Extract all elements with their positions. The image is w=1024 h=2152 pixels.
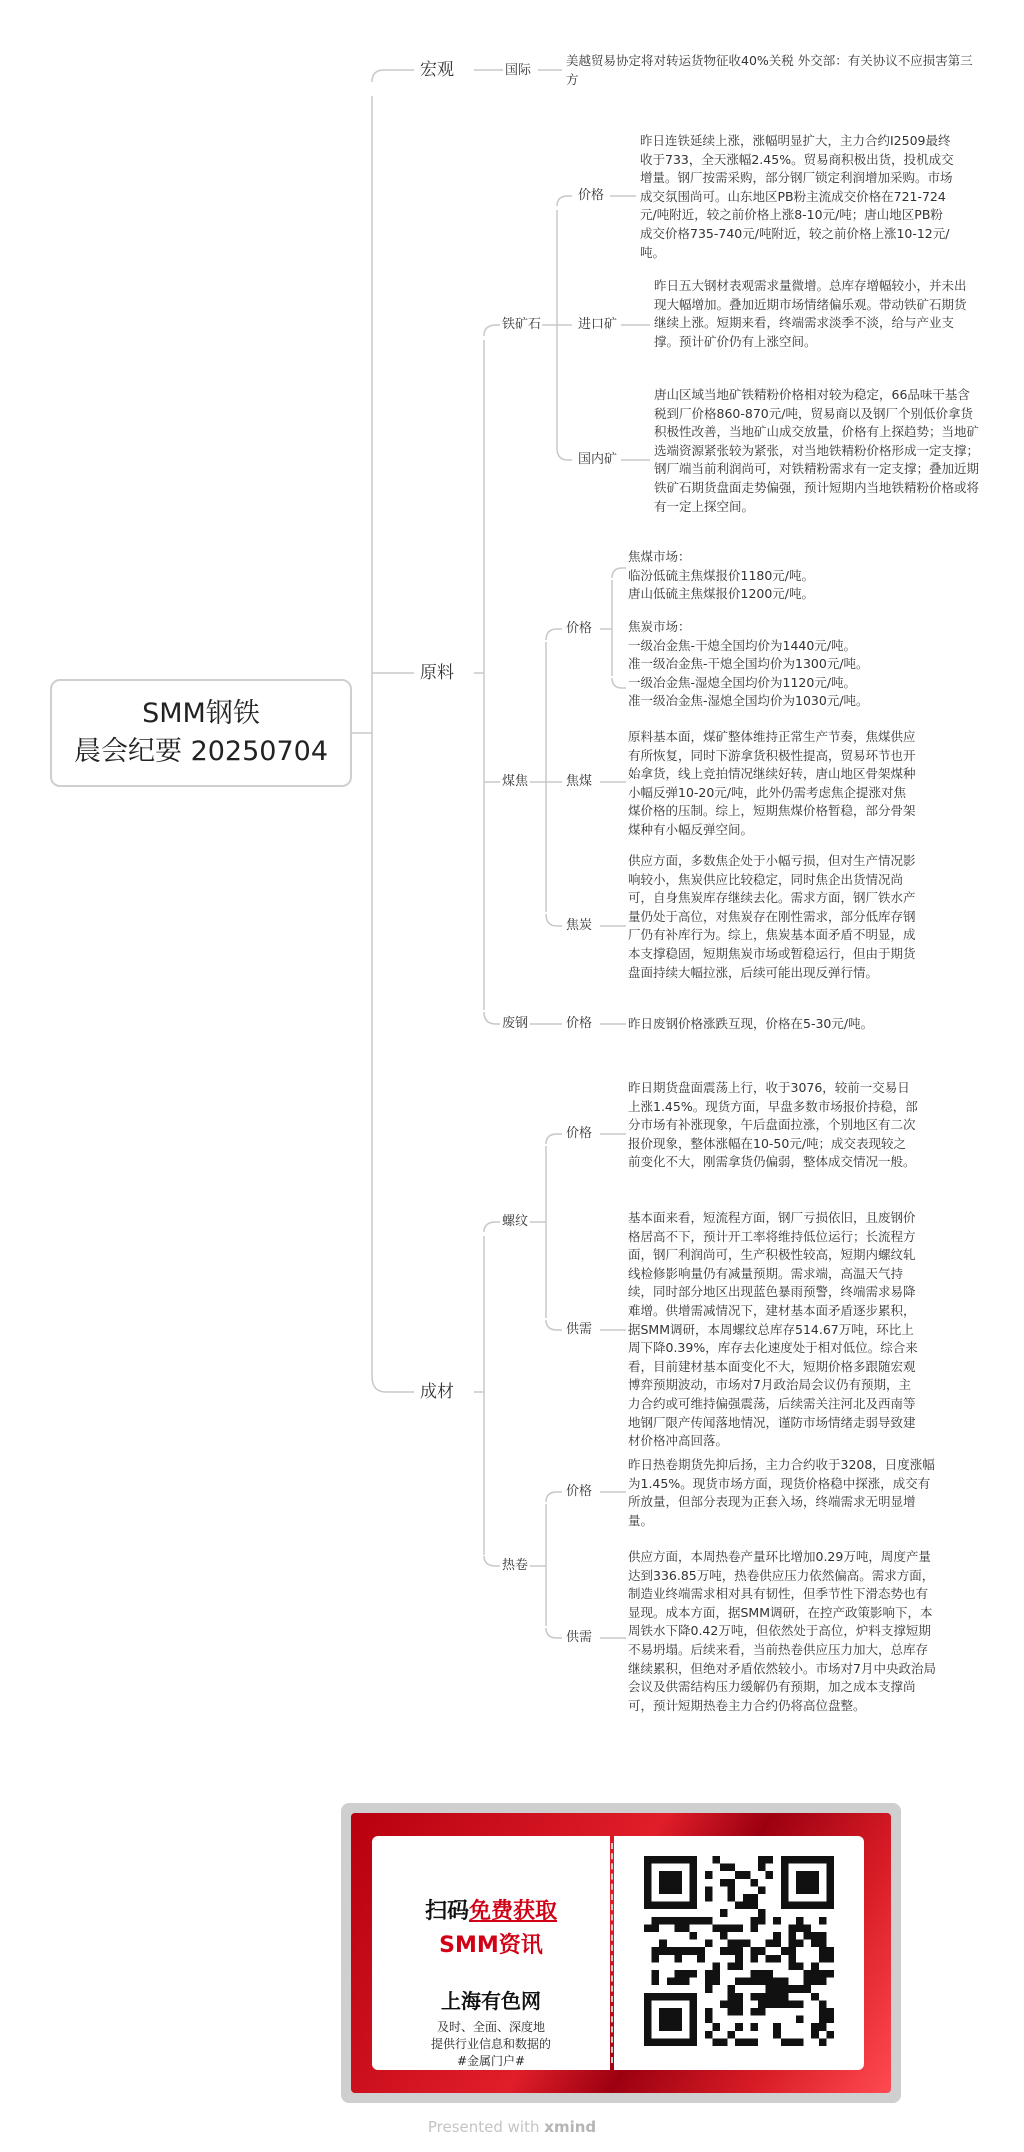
promo-tagline-1: 及时、全面、深度地 — [436, 2020, 545, 2034]
topic-coke[interactable]: 焦炭 — [566, 918, 593, 933]
qr-module — [758, 1864, 766, 1872]
qr-module — [682, 1978, 690, 1986]
topic-scrap[interactable]: 废钢 — [502, 1016, 529, 1031]
qr-module — [674, 1978, 682, 1986]
coke-price-text: 焦炭市场： 一级冶金焦-干熄全国均价为1440元/吨。 准一级冶金焦-干熄全国均价为1300元/吨。 一级冶金焦-湿熄全国均价为1120元/吨。 准一级冶金焦-湿熄全国均价为1030元/吨。 — [628, 619, 869, 709]
qr-module — [728, 1864, 736, 1872]
qr-module — [819, 1947, 827, 1955]
qr-module — [811, 1978, 819, 1986]
domestic-ore-text: 唐山区域当地矿铁精粉价格相对较为稳定，66品味干基含税到厂价格860-870元/吨，贸易商以及钢厂个别低价拿货积极性改善，当地矿山成交放量，价格有上探趋势；当地矿选端资源紧张较为紧张，对当地铁精粉价格形成一定支撑；钢厂端当前利润尚可，对铁精粉需求有一定支撑；叠加近期铁矿石期货盘面走势偏强，预计短期内当地铁精粉价格或将有一定上探空间。 — [654, 387, 980, 514]
qr-module — [750, 2038, 758, 2046]
qr-module — [705, 2031, 713, 2039]
qr-module — [788, 1955, 796, 1963]
qr-module — [804, 1978, 812, 1986]
qr-module — [720, 1924, 728, 1932]
qr-module — [743, 1940, 751, 1948]
qr-module — [735, 1902, 743, 1910]
qr-module — [682, 1947, 690, 1955]
promo-text-panel — [372, 1836, 610, 2070]
promo-tagline-3: #金属门户# — [456, 2054, 526, 2068]
qr-module — [788, 2000, 796, 2008]
qr-module — [811, 1993, 819, 2001]
qr-module — [652, 1978, 660, 1986]
footer-credit — [0, 2118, 1024, 2136]
qr-module — [773, 1917, 781, 1925]
qr-module — [652, 1970, 660, 1978]
qr-module — [735, 1940, 743, 1948]
qr-module — [788, 1947, 796, 1955]
root-title-line1: SMM钢铁 — [142, 698, 260, 729]
topic-domestic-ore[interactable]: 国内矿 — [578, 452, 618, 467]
qr-module — [758, 1909, 766, 1917]
qr-module — [796, 1940, 804, 1948]
qr-module — [796, 1985, 804, 1993]
qr-module — [728, 1985, 736, 1993]
qr-module — [819, 2023, 827, 2031]
qr-module — [705, 1917, 713, 1925]
topic-hrc[interactable]: 热卷 — [502, 1558, 529, 1573]
qr-module — [766, 1856, 774, 1864]
qr-module — [728, 1924, 736, 1932]
import-ore-text: 昨日五大钢材表观需求量微增。总库存增幅较小，并未出现大幅增加。叠加近期市场情绪偏乐观。带动铁矿石期货继续上涨。短期来看，终端需求淡季不淡，给与产业支撑。预计矿价仍有上涨空间。 — [654, 278, 967, 349]
qr-module — [773, 2023, 781, 2031]
qr-module — [697, 1947, 705, 1955]
qr-code-icon[interactable] — [644, 1856, 834, 2046]
topic-hrc-supply[interactable]: 供需 — [566, 1630, 593, 1645]
qr-module — [766, 1940, 774, 1948]
qr-module — [750, 1902, 758, 1910]
qr-module — [804, 1985, 812, 1993]
qr-module — [796, 1924, 804, 1932]
promo-divider — [611, 1843, 613, 2063]
topic-finished[interactable]: 成材 — [420, 1382, 454, 1402]
qr-module — [750, 1955, 758, 1963]
qr-module — [659, 1940, 667, 1948]
qr-module — [758, 2008, 766, 2016]
qr-module — [773, 2031, 781, 2039]
topic-iron-ore[interactable]: 铁矿石 — [502, 317, 542, 332]
topic-scrap-price[interactable]: 价格 — [566, 1016, 593, 1031]
qr-module — [750, 2023, 758, 2031]
rebar-supply-text: 基本面来看，短流程方面，钢厂亏损依旧，且废钢价格居高不下，预计开工率将维持低位运行；长流程方面，钢厂利润尚可，生产积极性较高，短期内螺纹轧线检修影响量仍有减量预期。需求端，高温天气持续，同时部分地区出现蓝色暴雨预警，终端需求易降难增。供增需减情况下，建材基本面矛盾逐步累积，据SMM调研，本周螺纹总库存514.67万吨，环比上周下降0.39%，库存去化速度处于相对低位。综合来看，目前建材基本面变化不大，短期价格多跟随宏观博弈预期波动，市场对7月政治局会议仍有预期，主力合约或可维持偏强震荡，后续需关注河北及西南等地钢厂限产传闻落地情况，谨防市场情绪走弱导致建材价格冲高回落。 — [628, 1210, 918, 1449]
qr-module — [811, 2023, 819, 2031]
qr-module — [826, 1970, 834, 1978]
qr-module — [690, 1947, 698, 1955]
intl-text: 美越贸易协定将对转运货物征收40%关税 外交部：有关协议不应损害第三方 — [566, 53, 973, 87]
qr-module — [712, 2038, 720, 2046]
qr-module — [712, 1924, 720, 1932]
qr-module — [735, 1947, 743, 1955]
qr-module — [682, 1917, 690, 1925]
promo-smm-info: SMM资讯 — [439, 1933, 543, 1958]
promo-card[interactable] — [341, 1803, 901, 2103]
qr-module — [697, 1917, 705, 1925]
qr-module — [804, 1970, 812, 1978]
hrc-supply-text: 供应方面，本周热卷产量环比增加0.29万吨，周度产量达到336.85万吨，热卷供应压力依然偏高。需求方面，制造业终端需求相对具有韧性，但季节性下滑态势也有显现。成本方面，据SMM调研，在控产政策影响下，本周铁水下降0.42万吨，但依然处于高位，炉料支撑短期不易坍塌。后续来看，当前热卷供应压力加大，总库存继续累积，但绝对矛盾依然较小。市场对7月中央政治局会议及供需结构压力缓解仍有预期，加之成本支撑尚可，预计短期热卷主力合约仍将高位盘整。 — [628, 1549, 936, 1713]
qr-module — [735, 1871, 743, 1879]
qr-module — [796, 2038, 804, 2046]
qr-module — [826, 2031, 834, 2039]
qr-module — [819, 1917, 827, 1925]
root-title-line2: 晨会纪要 20250704 — [73, 736, 328, 767]
qr-module — [728, 1894, 736, 1902]
promo-scan-prefix: 扫码 — [424, 1899, 469, 1924]
qr-module — [750, 1978, 758, 1986]
qr-module — [750, 1947, 758, 1955]
qr-module — [728, 2008, 736, 2016]
qr-module — [773, 1955, 781, 1963]
qr-module — [788, 1962, 796, 1970]
qr-module — [712, 2023, 720, 2031]
coke-text: 供应方面，多数焦企处于小幅亏损，但对生产情况影响较小，焦炭供应比较稳定，同时焦企出货情况尚可，自身焦炭库存继续去化。需求方面，钢厂铁水产量仍处于高位，对焦炭存在刚性需求，部分低库存钢厂仍有补库行为。综上，焦炭基本面矛盾不明显，成本支撑稳固，短期焦炭市场或暂稳运行，但由于期货盘面持续大幅拉涨，后续可能出现反弹行情。 — [628, 853, 916, 980]
qr-module — [773, 1932, 781, 1940]
coal-price-text: 焦煤市场： 临汾低硫主焦煤报价1180元/吨。 唐山低硫主焦煤报价1200元/吨。 — [628, 549, 815, 602]
topic-hrc-price[interactable]: 价格 — [566, 1484, 593, 1499]
qr-module — [728, 1947, 736, 1955]
qr-module — [743, 2038, 751, 2046]
qr-module — [743, 1978, 751, 1986]
footer-prefix: Presented with — [427, 2118, 540, 2136]
topic-coal-price[interactable]: 价格 — [566, 621, 593, 636]
qr-module — [766, 1871, 774, 1879]
qr-module — [697, 1955, 705, 1963]
qr-module — [743, 1902, 751, 1910]
qr-module — [652, 1947, 660, 1955]
qr-module — [819, 1932, 827, 1940]
qr-module — [826, 2016, 834, 2024]
promo-scan-highlight: 免费获取 — [469, 1899, 558, 1924]
qr-module — [720, 2038, 728, 2046]
qr-module — [788, 1985, 796, 1993]
topic-iron-ore-price[interactable]: 价格 — [578, 188, 605, 203]
promo-scan-line — [372, 1894, 610, 1925]
qr-module — [667, 1947, 675, 1955]
qr-module — [773, 2000, 781, 2008]
topic-coal-coke[interactable]: 煤焦 — [502, 774, 529, 789]
qr-module — [705, 2016, 713, 2024]
qr-module — [674, 1955, 682, 1963]
qr-module — [728, 1962, 736, 1970]
qr-module — [728, 2000, 736, 2008]
qr-module — [735, 1924, 743, 1932]
qr-module — [735, 1955, 743, 1963]
qr-module — [788, 1924, 796, 1932]
qr-module — [712, 1962, 720, 1970]
qr-module — [811, 1962, 819, 1970]
qr-module — [682, 1970, 690, 1978]
qr-module — [735, 2023, 743, 2031]
qr-module — [750, 2008, 758, 2016]
scrap-price-text: 昨日废钢价格涨跌互现，价格在5-30元/吨。 — [628, 1016, 874, 1031]
xmind-logo: xmind — [544, 2118, 597, 2136]
qr-module — [674, 1917, 682, 1925]
qr-module — [758, 1917, 766, 1925]
topic-intl[interactable]: 国际 — [505, 63, 532, 78]
qr-module — [750, 1894, 758, 1902]
qr-module — [705, 2008, 713, 2016]
qr-module — [804, 1924, 812, 1932]
qr-module — [758, 1993, 766, 2001]
qr-module — [674, 1947, 682, 1955]
qr-module — [705, 1871, 713, 1879]
qr-module — [667, 1917, 675, 1925]
qr-module — [690, 1917, 698, 1925]
qr-module — [811, 1932, 819, 1940]
topic-raw[interactable]: 原料 — [420, 663, 454, 683]
qr-module — [667, 1978, 675, 1986]
qr-module — [720, 1932, 728, 1940]
qr-module — [758, 1978, 766, 1986]
qr-module — [652, 1924, 660, 1932]
qr-module — [659, 1947, 667, 1955]
qr-module — [766, 2000, 774, 2008]
qr-module — [728, 1993, 736, 2001]
rebar-price-text: 昨日期货盘面震荡上行，收于3076，较前一交易日上涨1.45%。现货方面，早盘多数市场报价持稳，部分市场有补涨现象，午后盘面拉涨，个别地区有二次报价现象，整体涨幅在10-50元/吨；成交表现较之前变化不大，刚需拿货仍偏弱，整体成交情况一般。 — [628, 1080, 918, 1170]
qr-module — [728, 1886, 736, 1894]
qr-module — [796, 2000, 804, 2008]
qr-module — [781, 2000, 789, 2008]
qr-module — [720, 1909, 728, 1917]
qr-module — [819, 2000, 827, 2008]
promo-qr-panel — [614, 1836, 864, 2070]
qr-module — [728, 1879, 736, 1887]
qr-module — [728, 2031, 736, 2039]
promo-tagline-2: 提供行业信息和数据的 — [430, 2037, 551, 2051]
topic-rebar-supply[interactable]: 供需 — [566, 1322, 593, 1337]
topic-rebar[interactable]: 螺纹 — [502, 1214, 529, 1229]
qr-module — [750, 1924, 758, 1932]
qr-module — [781, 1947, 789, 1955]
qr-module — [788, 1932, 796, 1940]
qr-module — [690, 1970, 698, 1978]
qr-module — [728, 1940, 736, 1948]
iron-ore-price-text: 昨日连铁延续上涨，涨幅明显扩大，主力合约I2509最终收于733，全天涨幅2.45%。贸易商积极出货，投机成交增量。钢厂按需采购，部分钢厂锁定利润增加采购。市场成交氛围尚可。山东地区PB粉主流成交价格在721-724元/吨附近，较之前价格上涨8-10元/吨；唐山地区PB粉成交价格735-740元/吨附近，较之前价格上涨10-12元/吨。 — [640, 133, 954, 260]
qr-module — [720, 1947, 728, 1955]
qr-module — [811, 1970, 819, 1978]
qr-module — [826, 1955, 834, 1963]
qr-module — [826, 1947, 834, 1955]
qr-module — [674, 1924, 682, 1932]
qr-module — [720, 1864, 728, 1872]
qr-module — [766, 1970, 774, 1978]
qr-module — [674, 1970, 682, 1978]
topic-cokingcoal[interactable]: 焦煤 — [566, 774, 593, 789]
qr-module — [811, 1940, 819, 1948]
qr-module — [788, 2038, 796, 2046]
qr-module — [811, 2031, 819, 2039]
qr-module — [682, 1924, 690, 1932]
topic-macro[interactable]: 宏观 — [420, 60, 454, 80]
qr-module — [819, 1940, 827, 1948]
qr-module — [690, 1932, 698, 1940]
qr-module — [720, 1879, 728, 1887]
qr-module — [720, 2000, 728, 2008]
promo-tagline — [372, 2019, 610, 2070]
qr-module — [819, 2016, 827, 2024]
qr-module — [796, 2016, 804, 2024]
qr-module — [705, 1886, 713, 1894]
qr-module — [712, 1856, 720, 1864]
qr-module — [819, 2038, 827, 2046]
topic-rebar-price[interactable]: 价格 — [566, 1126, 593, 1141]
qr-module — [735, 2008, 743, 2016]
qr-module — [705, 1978, 713, 1986]
qr-module — [758, 1947, 766, 1955]
qr-module — [743, 1871, 751, 1879]
hrc-price-text: 昨日热卷期货先抑后扬，主力合约收于3208，日度涨幅为1.45%。现货市场方面，现货价格稳中探涨，成交有所放量，但部分表现为正套入场，终端需求无明显增量。 — [628, 1457, 935, 1528]
qr-module — [652, 1955, 660, 1963]
qr-module — [735, 1978, 743, 1986]
qr-module — [788, 1940, 796, 1948]
qr-module — [758, 1886, 766, 1894]
qr-module — [766, 1955, 774, 1963]
qr-module — [735, 2038, 743, 2046]
qr-module — [705, 1985, 713, 1993]
qr-module — [773, 1940, 781, 1948]
qr-module — [826, 2008, 834, 2016]
qr-module — [750, 1917, 758, 1925]
qr-module — [804, 1932, 812, 1940]
qr-module — [659, 1917, 667, 1925]
qr-module — [735, 1993, 743, 2001]
qr-module — [819, 1978, 827, 1986]
root-topic[interactable] — [50, 679, 352, 787]
qr-module — [819, 1970, 827, 1978]
cokingcoal-text: 原料基本面，煤矿整体维持正常生产节奏，焦煤供应有所恢复，同时下游拿货积极性提高，贸易环节也开始拿货，线上竞拍情况继续好转，唐山地区骨架煤种小幅反弹10-20元/吨，此外仍需考虑焦企提涨对焦煤价格的压制。综上，短期焦煤价格暂稳，部分骨架煤种有小幅反弹空间。 — [628, 729, 916, 837]
qr-module — [750, 1879, 758, 1887]
qr-module — [750, 1970, 758, 1978]
qr-module — [644, 1924, 652, 1932]
qr-module — [652, 1917, 660, 1925]
qr-module — [758, 1970, 766, 1978]
qr-module — [712, 1978, 720, 1986]
qr-module — [796, 1917, 804, 1925]
qr-module — [712, 1970, 720, 1978]
qr-module — [705, 1970, 713, 1978]
qr-module — [743, 1894, 751, 1902]
qr-module — [758, 1856, 766, 1864]
qr-module — [796, 1962, 804, 1970]
qr-module — [819, 1955, 827, 1963]
promo-site-name: 上海有色网 — [441, 1989, 541, 2013]
qr-module — [750, 1993, 758, 2001]
qr-module — [735, 1962, 743, 1970]
qr-module — [758, 2000, 766, 2008]
qr-module — [819, 2008, 827, 2016]
topic-import-ore[interactable]: 进口矿 — [578, 317, 618, 332]
qr-module — [705, 1894, 713, 1902]
qr-module — [781, 2038, 789, 2046]
qr-module — [735, 2000, 743, 2008]
qr-module — [705, 1940, 713, 1948]
